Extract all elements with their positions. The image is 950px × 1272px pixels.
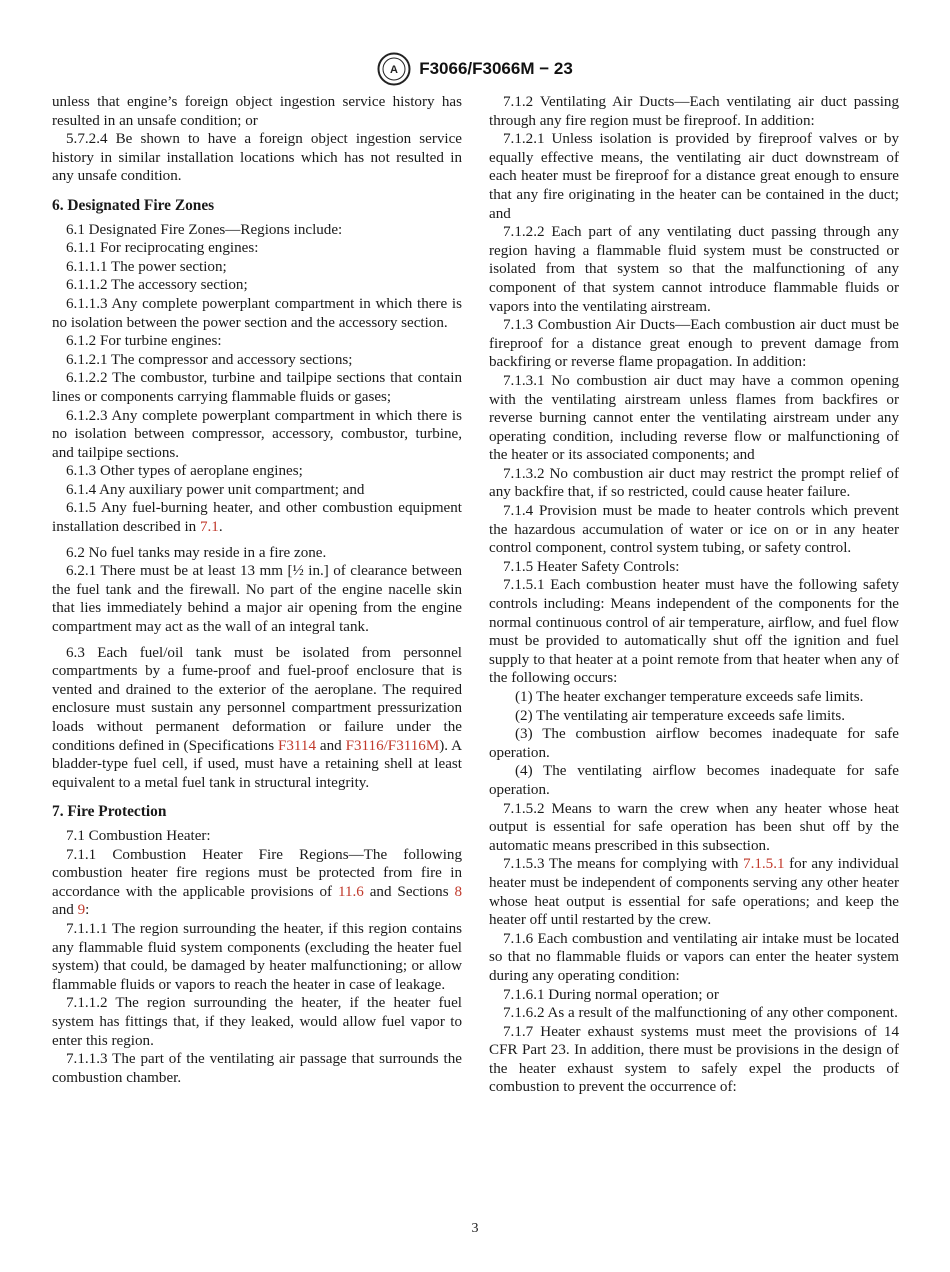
paragraph: [489, 316, 899, 372]
paragraph-text: and Sections: [363, 883, 455, 900]
paragraph-text: 7.1.1 Combustion Heater Fire Regions—The following combustion heater fire regions must be protected from fire in accordance with the applicable provisions of: [52, 846, 462, 900]
cross-reference-link[interactable]: F3116/F3116M: [345, 737, 440, 754]
paragraph-text: 6.1.1.3 Any complete powerplant compartment in which there is no isolation between the power section and the accessory section.: [52, 295, 462, 331]
paragraph: [52, 1050, 462, 1087]
paragraph-text: 7.1.4 Provision must be made to heater controls which prevent the hazardous accumulation of water or ice on or in any heater control component, control system tubing, or safety control.: [489, 503, 899, 557]
paragraph-text: 7.1.5 Heater Safety Controls:: [503, 558, 680, 575]
cross-reference-link[interactable]: 7.1: [199, 519, 219, 536]
paragraph: [489, 707, 899, 726]
paragraph: [52, 332, 462, 351]
paragraph-text: 6.1.1.1 The power section;: [66, 258, 227, 275]
paragraph: [489, 800, 899, 856]
astm-logo-icon: [377, 52, 411, 86]
paragraph-text: 6.2 No fuel tanks may reside in a fire zone.: [66, 544, 327, 561]
paragraph: [52, 93, 462, 130]
paragraph: [52, 920, 462, 994]
paragraph-text: 6.1.1.2 The accessory section;: [66, 277, 248, 294]
paragraph: [489, 1004, 899, 1023]
paragraph-text: (4) The ventilating airflow becomes inadequate for safe operation.: [489, 763, 899, 798]
paragraph: [52, 407, 462, 463]
paragraph: [52, 295, 462, 332]
paragraph-text: 7.1.5.2 Means to warn the crew when any heater whose heat output is essential for safe operation has been shut off by the automatic means prescribed in this subsection.: [489, 800, 899, 854]
paragraph: [52, 499, 462, 536]
paragraph-text: 7.1.1.1 The region surrounding the heater, if this region contains any flammable fluid system components (excluding the heater fuel system) that could, be damaged by heater malfunctioning; or allow flammable fluids or vapors to reach the heater in case of leakage.: [52, 920, 462, 993]
paragraph: [52, 276, 462, 295]
paragraph-text: 7.1.2.1 Unless isolation is provided by fireproof valves or by equally effective means, the ventilating air duct downstream of each heater must be fireproof for a distance great enough to ensure that any fire originating in the heater can be contained in the duct; and: [489, 131, 899, 222]
paragraph-text: 7.1.6 Each combustion and ventilating air intake must be located so that no flammable fluids or vapors can enter the heater system during any operating condition:: [489, 930, 899, 984]
svg-text:A: A: [390, 64, 399, 76]
paragraph: [52, 221, 462, 240]
left-column: [52, 93, 462, 1087]
paragraph-text: 6.1.3 Other types of aeroplane engines;: [66, 463, 303, 480]
cross-reference-link[interactable]: 11.6: [337, 883, 364, 900]
paragraph: [489, 986, 899, 1005]
paragraph: [52, 846, 462, 920]
paragraph-text: 7.1.6.2 As a result of the malfunctioning of any other component.: [503, 1005, 898, 1022]
paragraph-text: 7.1.1.2 The region surrounding the heater, if the heater fuel system has fittings that, if they leaked, would allow fuel vapor to enter this region.: [52, 995, 462, 1049]
paragraph-text: 6.1.5 Any fuel-burning heater, and other combustion equipment installation described in: [52, 500, 462, 536]
paragraph: [489, 465, 899, 502]
paragraph-text: 7.1.7 Heater exhaust systems must meet the provisions of 14 CFR Part 23. In addition, there must be provisions in the design of the heater exhaust system to safely expel the products of combustion to prevent the occurrence of:: [489, 1023, 899, 1096]
paragraph-text: and: [52, 902, 78, 919]
paragraph: [489, 372, 899, 465]
paragraph: [489, 93, 899, 130]
paragraph-text: 7.1.5.3 The means for complying with: [503, 856, 744, 873]
paragraph: [52, 462, 462, 481]
page-header: [0, 51, 950, 87]
paragraph-text: 7.1.3.2 No combustion air duct may restrict the prompt relief of any backfire that, if so restricted, could cause heater failure.: [489, 465, 899, 501]
paragraph-text: 5.7.2.4 Be shown to have a foreign object ingestion service history in similar installation locations which has not resulted in any unsafe condition.: [52, 131, 462, 185]
paragraph-text: 7.1.1.3 The part of the ventilating air passage that surrounds the combustion chamber.: [52, 1051, 462, 1086]
paragraph-text: 6.1.2.1 The compressor and accessory sections;: [66, 351, 353, 368]
paragraph: [489, 725, 899, 762]
paragraph-text: 7.1.3 Combustion Air Ducts—Each combustion air duct must be fireproof for a distance great enough to prevent damage from backfiring or reverse flame propagation. In addition:: [489, 317, 899, 371]
paragraph: [489, 576, 899, 688]
paragraph-text: 7.1.2 Ventilating Air Ducts—Each ventilating air duct passing through any fire region must be fireproof. In addition:: [489, 94, 899, 129]
paragraph-text: unless that engine’s foreign object ingestion service history has resulted in an unsafe condition; or: [52, 94, 462, 129]
paragraph: [52, 644, 462, 793]
paragraph-text: 6.1.2.3 Any complete powerplant compartment in which there is no isolation between compressor, accessory, combustor, turbine, and tailpipe sections.: [52, 407, 462, 461]
paragraph: [489, 855, 899, 929]
paragraph-text: 6.3 Each fuel/oil tank must be isolated from personnel compartments by a fume-proof and fuel-proof enclosure that is vented and drained to the exterior of the aeroplane. The required enclosure must sustain any personnel compartment pressurization loads without permanent deformation or failure under the conditions defined in (Specifications: [52, 644, 462, 754]
paragraph: [52, 369, 462, 406]
page-number: 3: [471, 1221, 479, 1236]
cross-reference-link[interactable]: 8: [454, 883, 463, 900]
paragraph: [489, 762, 899, 799]
paragraph-text: ). A bladder-type fuel cell, if used, must have a retaining shell at least equivalent to a metal fuel tank in structural integrity.: [52, 737, 463, 791]
paragraph-text: (3) The combustion airflow becomes inadequate for safe operation.: [489, 726, 899, 761]
paragraph-text: .: [218, 519, 223, 536]
paragraph-text: 6.1.4 Any auxiliary power unit compartment; and: [66, 481, 365, 498]
paragraph-text: 6.1.2.2 The combustor, turbine and tailpipe sections that contain lines or components carrying flammable fluids or gases;: [52, 370, 462, 405]
paragraph: [489, 130, 899, 223]
paragraph-text: 6.1.2 For turbine engines:: [66, 333, 222, 350]
paragraph: [489, 223, 899, 316]
document-id: F3066/F3066M − 23: [419, 58, 573, 78]
paragraph: [52, 258, 462, 277]
paragraph: [489, 688, 899, 707]
section-heading: 6. Designated Fire Zones: [52, 196, 215, 214]
paragraph-text: 6.2.1 There must be at least 13 mm [½ in.] of clearance between the fuel tank and the firewall. No part of the engine nacelle skin that lies immediately behind a major air opening from the engine compartment may act as the wall of an integral tank.: [52, 563, 462, 636]
paragraph-text: 7.1.2.2 Each part of any ventilating duct passing through any region having a flammable fluid system must be constructed or isolated from that system so that the malfunctioning of any component of that system cannot introduce flammable fluids or vapors into the ventilating airstream.: [489, 224, 899, 315]
paragraph-text: 6.1.1 For reciprocating engines:: [66, 240, 259, 257]
paragraph: [489, 558, 899, 577]
paragraph: [52, 481, 462, 500]
paragraph: [52, 239, 462, 258]
paragraph-text: 7.1.5.1 Each combustion heater must have the following safety controls including: Means independent of the components for the normal continuous control of air temperature, airflow, and fuel flow must be provided to automatically shut off the ignition and fuel supply to that heater at a point remote from that heater when any of the following occurs:: [489, 577, 899, 687]
paragraph-text: :: [85, 902, 90, 919]
paragraph-text: 7.1.6.1 During normal operation; or: [503, 986, 719, 1003]
paragraph: [52, 562, 462, 636]
paragraph: [52, 827, 462, 846]
right-column: [489, 93, 899, 1097]
paragraph-text: (1) The heater exchanger temperature exceeds safe limits.: [515, 689, 864, 705]
cross-reference-link[interactable]: 7.1.5.1: [743, 856, 785, 873]
paragraph: [52, 544, 462, 563]
paragraph: [52, 130, 462, 186]
paragraph: [52, 994, 462, 1050]
cross-reference-link[interactable]: 9: [77, 902, 86, 919]
paragraph: [52, 351, 462, 370]
paragraph: [489, 502, 899, 558]
paragraph-text: 7.1.3.1 No combustion air duct may have a common opening with the ventilating airstream unless flames from backfires or reverse burning cannot enter the ventilating airstream under any operating condition, including reverse flow or malfunctioning of the heater or its associated components; and: [489, 372, 899, 464]
paragraph: [489, 930, 899, 986]
paragraph-text: for any individual heater must be independent of components serving any other heater whose heat output is essential for safe operations; and keep the heater off until restarted by the crew.: [489, 856, 900, 929]
paragraph-text: and: [316, 737, 346, 754]
paragraph-text: 7.1 Combustion Heater:: [66, 827, 211, 844]
section-heading: 7. Fire Protection: [52, 803, 167, 821]
paragraph: [489, 1023, 899, 1097]
cross-reference-link[interactable]: F3114: [277, 737, 317, 754]
paragraph-text: 6.1 Designated Fire Zones—Regions include:: [66, 221, 343, 238]
paragraph-text: (2) The ventilating air temperature exceeds safe limits.: [515, 707, 845, 724]
